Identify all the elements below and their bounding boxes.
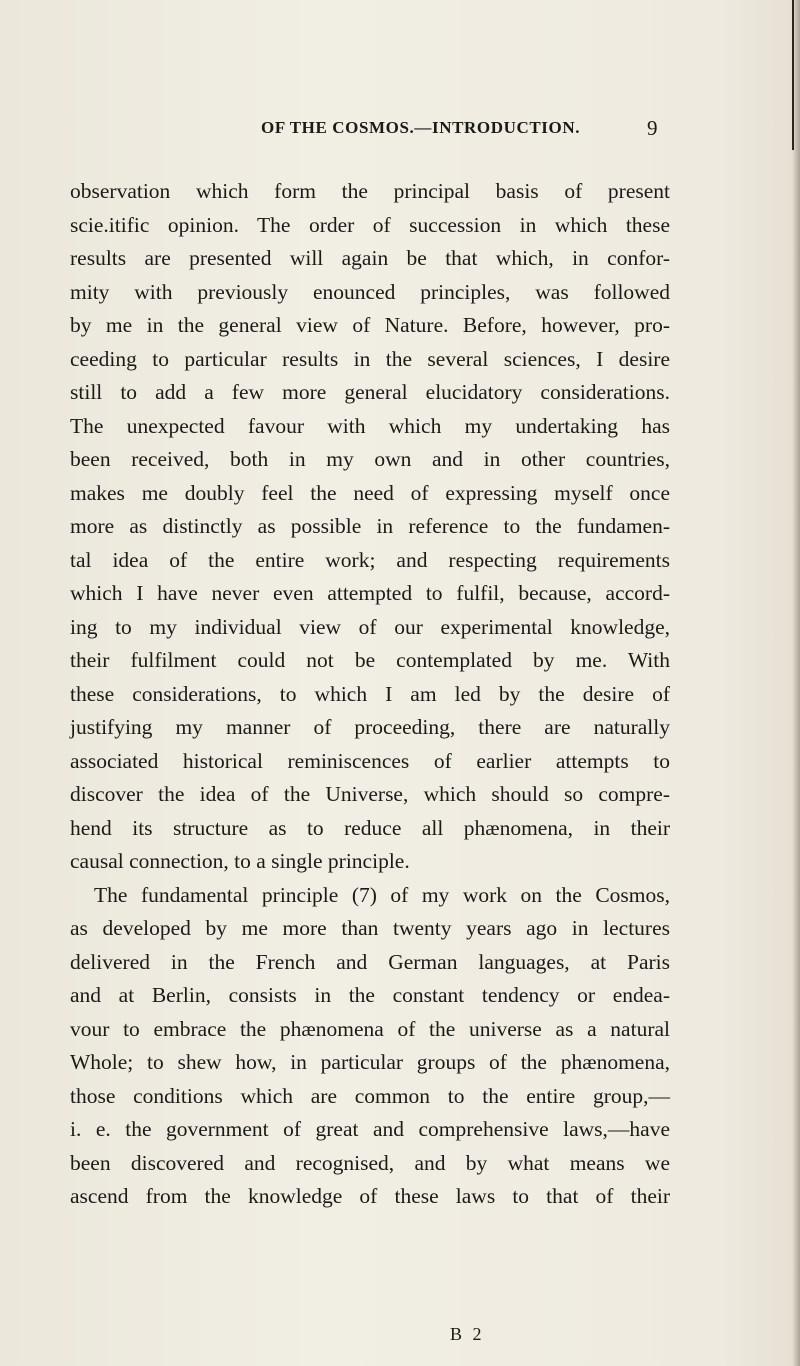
text-line: more as distinctly as possible in reference to the fundamen- [70,514,670,538]
running-head [0,118,800,148]
text-line: by me in the general view of Nature. Before, however, pro- [70,313,670,337]
text-line: Whole; to shew how, in particular groups of the phænomena, [70,1050,670,1074]
text-line: those conditions which are common to the entire group,— [70,1083,670,1108]
text-line: hend its structure as to reduce all phænomena, in their [70,815,670,840]
text-line: and at Berlin, consists in the constant tendency or endea- [70,983,670,1007]
text-line: results are presented will again be that which, in confor- [70,246,670,270]
text-line: as developed by me more than twenty years ago in lectures [70,916,670,940]
text-line: causal connection, to a single principle. [70,849,410,873]
text-line: The fundamental principle (7) of my work on the Cosmos, [94,882,670,907]
running-head-title: OF THE COSMOS.—INTRODUCTION. [261,118,581,137]
text-line: associated historical reminiscences of earlier attempts to [70,748,670,773]
page-edge-shadow [792,0,800,1366]
text-line: their fulfilment could not be contemplated by me. With [70,648,670,672]
text-line: justifying my manner of proceeding, there are naturally [70,715,670,739]
text-line: mity with previously enounced principles, was followed [70,279,670,304]
body-text [70,175,670,1214]
text-line: ing to my individual view of our experimental knowledge, [70,614,670,639]
text-line: i. e. the government of great and comprehensive laws,—have [70,1117,670,1141]
text-line: delivered in the French and German languages, at Paris [70,949,670,974]
text-line: tal idea of the entire work; and respecting requirements [70,547,670,572]
signature-mark: B 2 [450,1324,485,1344]
text-line: ascend from the knowledge of these laws to that of their [70,1184,670,1208]
page-number: 9 [647,116,658,140]
text-line: been discovered and recognised, and by what means we [70,1150,670,1175]
text-line: The unexpected favour with which my undertaking has [70,413,670,438]
text-line: vour to embrace the phænomena of the universe as a natural [70,1016,670,1041]
text-line: scie.itific opinion. The order of succession in which these [70,212,670,237]
text-line: which I have never even attempted to fulfil, because, accord- [70,581,670,605]
text-line: makes me doubly feel the need of expressing myself once [70,480,670,505]
text-line: these considerations, to which I am led by the desire of [70,681,670,706]
text-line: ceeding to particular results in the several sciences, I desire [70,346,670,371]
text-line: observation which form the principal basis of present [70,179,670,203]
text-line: still to add a few more general elucidatory considerations. [70,380,670,404]
text-line: discover the idea of the Universe, which should so compre- [70,782,670,806]
text-line: been received, both in my own and in other countries, [70,447,670,471]
